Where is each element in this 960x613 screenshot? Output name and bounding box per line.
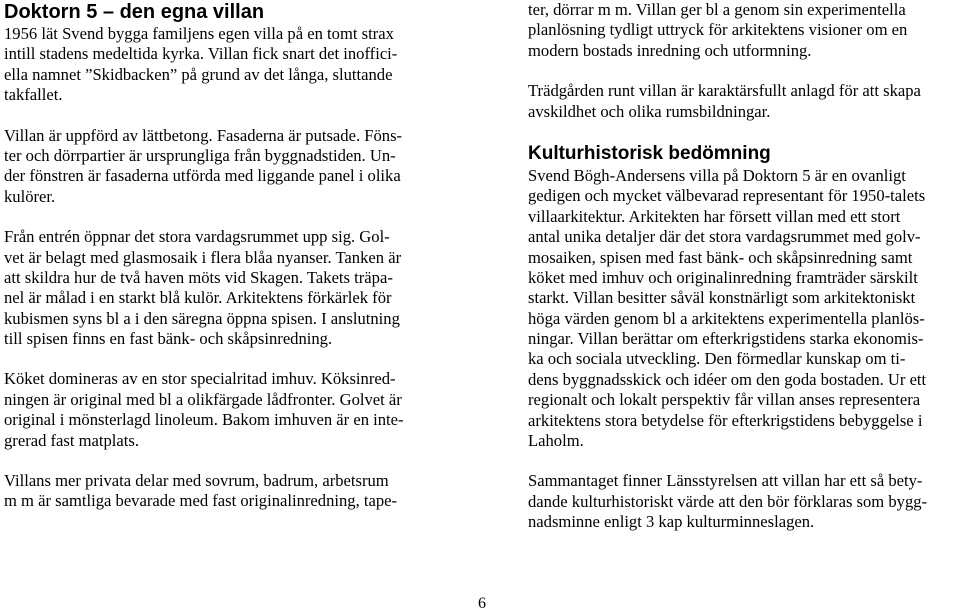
text-line: Villans mer privata delar med sovrum, badrum, arbetsrum <box>4 471 389 491</box>
text-line: att skildra hur de två haven möts vid Skagen. Takets träpa- <box>4 267 393 287</box>
paragraph-garden <box>528 81 958 122</box>
text-line: avskildhet och olika rumsbildningar. <box>528 101 771 121</box>
text-line: der fönstren är fasaderna utförda med liggande panel i olika <box>4 166 401 186</box>
text-line: köket med imhuv och originalinredning framträder särskilt <box>528 267 918 287</box>
left-column <box>4 0 444 512</box>
text-line: Villan är uppförd av lättbetong. Fasaderna är putsade. Föns- <box>4 125 403 145</box>
text-line: Laholm. <box>528 431 584 451</box>
text-line: arkitektens stora betydelse för efterkrigstidens bebyggelse i <box>528 410 923 430</box>
text-line: kulörer. <box>4 186 56 206</box>
text-line: mosaiken, spisen med fast bänk- och skåpsinredning samt <box>528 247 913 267</box>
paragraph-summary <box>528 471 958 532</box>
text-line: till spisen finns en fast bänk- och skåpsinredning. <box>4 329 333 349</box>
text-line: ella namnet ”Skidbacken” på grund av det långa, sluttande <box>4 64 393 84</box>
text-line: höga värden genom bl a arkitektens experimentella planlös- <box>528 308 925 328</box>
right-column <box>528 0 958 533</box>
text-line: kubismen syns bl a i den säregna öppna spisen. I anslutning <box>4 308 400 328</box>
text-line: vet är belagt med glasmosaik i flera blåa nyanser. Tanken är <box>4 247 402 267</box>
text-line: nel är målad i en starkt blå kulör. Arkitektens förkärlek för <box>4 288 392 308</box>
text-line: Trädgården runt villan är karaktärsfullt anlagd för att skapa <box>528 81 921 101</box>
text-line: intill stadens medeltida kyrka. Villan fick snart det inoffici- <box>4 44 398 64</box>
text-line: Köket domineras av en stor specialritad imhuv. Köksinred- <box>4 369 396 389</box>
text-line: m m är samtliga bevarade med fast originalinredning, tape- <box>4 491 398 511</box>
text-line: ningar. Villan berättar om efterkrigstidens starka ekonomis- <box>528 329 924 349</box>
paragraph-private-rooms <box>4 471 444 512</box>
text-line: dens byggnadsskick och idéer om den goda bostaden. Ur ett <box>528 369 927 389</box>
text-line: antal unika detaljer där det stora vardagsrummet med golv- <box>528 227 921 247</box>
text-line: ter och dörrpartier är ursprungliga från byggnadstiden. Un- <box>4 145 396 165</box>
text-line: starkt. Villan besitter såväl konstnärligt som arkitektoniskt <box>528 288 916 308</box>
text-line: 1956 lät Svend bygga familjens egen villa på en tomt strax <box>4 24 394 43</box>
text-line: ningen är original med bl a olikfärgade lådfronter. Golvet är <box>4 389 402 409</box>
section-heading: Kulturhistorisk bedömning <box>528 142 771 164</box>
text-line: villaarkitektur. Arkitekten har försett villan med ett stort <box>528 206 901 226</box>
text-line: dande kulturhistoriskt värde att den bör förklaras som bygg- <box>528 491 928 511</box>
paragraph-continued <box>528 0 958 61</box>
text-line: Sammantaget finner Länsstyrelsen att villan har ett så bety- <box>528 471 923 491</box>
text-line: gedigen och mycket välbevarad representant för 1950-talets <box>528 186 926 206</box>
paragraph-living-room <box>4 227 444 349</box>
text-line: takfallet. <box>4 85 63 105</box>
text-line: Från entrén öppnar det stora vardagsrummet upp sig. Gol- <box>4 227 390 247</box>
paragraph-intro <box>4 24 444 106</box>
text-line: ter, dörrar m m. Villan ger bl a genom sin experimentella <box>528 0 906 19</box>
paragraph-assessment <box>528 166 958 451</box>
text-line: modern bostads inredning och utformning. <box>528 40 812 60</box>
text-line: nadsminne enligt 3 kap kulturminneslagen. <box>528 512 815 532</box>
paragraph-kitchen <box>4 369 444 451</box>
section-title: Doktorn 5 – den egna villan <box>4 1 265 23</box>
text-line: ka och sociala utveckling. Den förmedlar kunskap om ti- <box>528 349 906 369</box>
text-line: grerad fast matplats. <box>4 430 140 450</box>
text-line: regionalt och lokalt perspektiv får villan anses representera <box>528 390 921 410</box>
page-number: 6 <box>478 595 486 612</box>
text-line: Svend Bögh-Andersens villa på Doktorn 5 är en ovanligt <box>528 165 906 185</box>
text-line: original i mönsterlagd linoleum. Bakom imhuven är en inte- <box>4 410 404 430</box>
text-line: planlösning tydligt uttryck för arkitektens visioner om en <box>528 20 908 40</box>
paragraph-construction <box>4 126 444 208</box>
